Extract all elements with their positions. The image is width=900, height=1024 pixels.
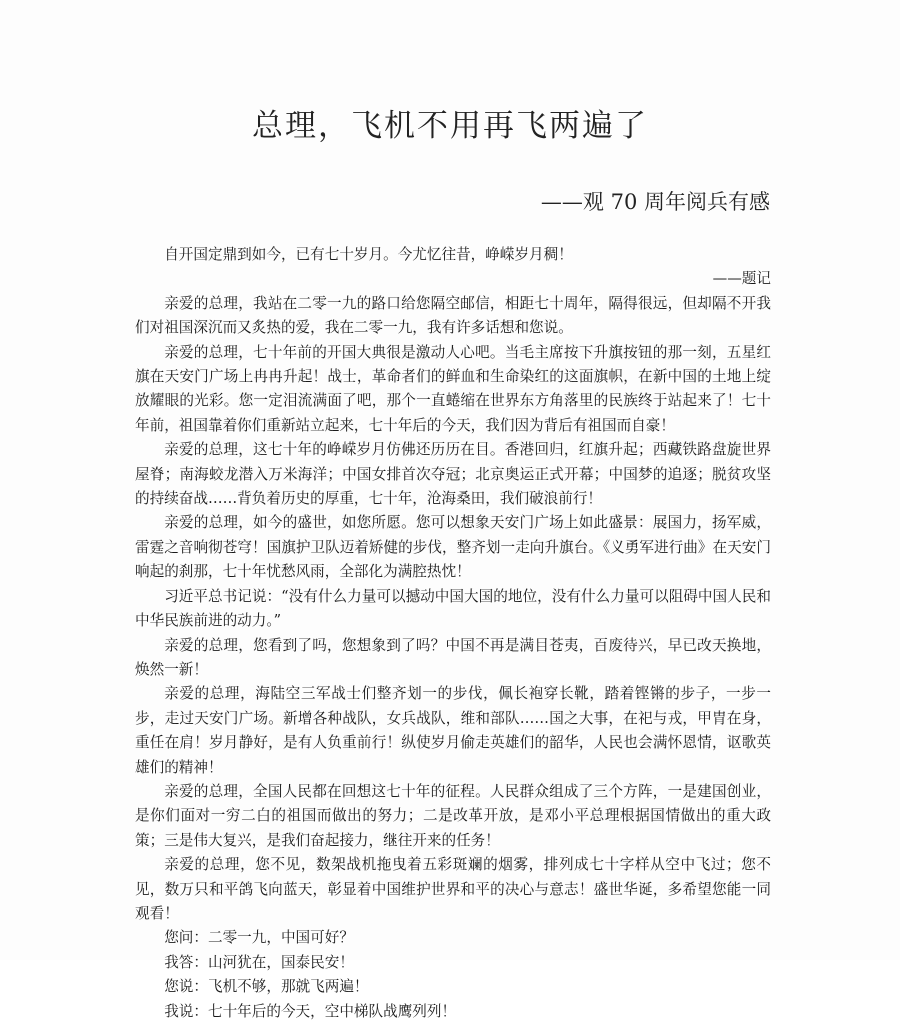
paragraph: 亲爱的总理，这七十年的峥嵘岁月仿佛还历历在目。香港回归，红旗升起；西藏铁路盘旋世界屋脊；南海蛟龙潜入万米海洋；中国女排首次夺冠；北京奥运正式开幕；中国梦的追逐；脱贫攻坚的持续奋战……背负着历史的厚重，七十年，沧海桑田，我们破浪前行！ <box>135 441 771 508</box>
dialogue-line: 我答：山河犹在，国泰民安！ <box>164 953 354 971</box>
epigraph: 自开国定鼎到如今，已有七十岁月。今尤忆往昔，峥嵘岁月稠！ <box>164 246 573 263</box>
dialogue-line: 您问：二零一九，中国可好？ <box>164 929 354 947</box>
document-body <box>135 243 771 1024</box>
dialogue-line: 我说：七十年后的今天，空中梯队战鹰列列！ <box>164 1002 457 1020</box>
paragraph: 习近平总书记说：“没有什么力量可以撼动中国大国的地位，没有什么力量可以阻碍中国人民和中华民族前进的动力。” <box>135 587 771 630</box>
document-subtitle: ——观 70 周年阅兵有感 <box>540 190 770 214</box>
paragraph: 亲爱的总理，如今的盛世，如您所愿。您可以想象天安门广场上如此盛景：展国力，扬军威，雷霆之音响彻苍穹！国旗护卫队迈着矫健的步伐，整齐划一走向升旗台。《义勇军进行曲》在天安门响起的刹那，七十年忧愁风雨，全部化为满腔热忱！ <box>135 514 771 581</box>
paragraph: 亲爱的总理，您不见，数架战机拖曳着五彩斑斓的烟雾，排列成七十字样从空中飞过；您不见，数万只和平鸽飞向蓝天，彰显着中国维护世界和平的决心与意志！盛世华诞，多希望您能一同观看！ <box>135 856 771 922</box>
paragraph: 亲爱的总理，我站在二零一九的路口给您隔空邮信，相距七十周年，隔得很远，但却隔不开我们对祖国深沉而又炙热的爱，我在二零一九，我有许多话想和您说。 <box>135 294 771 337</box>
paragraph: 亲爱的总理，全国人民都在回想这七十年的征程。人民群众组成了三个方阵，一是建国创业，是你们面对一穷二白的祖国而做出的努力；二是改革开放，是邓小平总理根据国情做出的重大政策；三是伟大复兴，是我们奋起接力，继往开来的任务！ <box>135 782 771 849</box>
document-title: 总理，飞机不用再飞两遍了 <box>252 108 648 144</box>
paragraph: 亲爱的总理，七十年前的开国大典很是激动人心吧。当毛主席按下升旗按钮的那一刻，五星红旗在天安门广场上冉冉升起！战士，革命者们的鲜血和生命染红的这面旗帜，在新中国的土地上绽放耀眼的光彩。您一定泪流满面了吧，那个一直蜷缩在世界东方角落里的民族终于站起来了！七十年前，祖国靠着你们重新站立起来，七十年后的今天，我们因为背后有祖国而自豪！ <box>135 343 771 434</box>
paragraph: 亲爱的总理，海陆空三军战士们整齐划一的步伐，佩长袍穿长靴，踏着铿锵的步子，一步一步，走过天安门广场。新增各种战队，女兵战队，维和部队……国之大事，在祀与戎，甲胄在身，重任在肩！岁月静好，是有人负重前行！纵使岁月偷走英雄们的韶华，人民也会满怀恩情，讴歌英雄们的精神！ <box>135 685 771 776</box>
paragraph: 亲爱的总理，您看到了吗，您想象到了吗？中国不再是满目苍夷，百废待兴，早已改天换地，焕然一新！ <box>135 636 771 678</box>
epigraph-signature: ——题记 <box>712 270 771 288</box>
dialogue-line: 您说：飞机不够，那就飞两遍！ <box>164 978 369 996</box>
